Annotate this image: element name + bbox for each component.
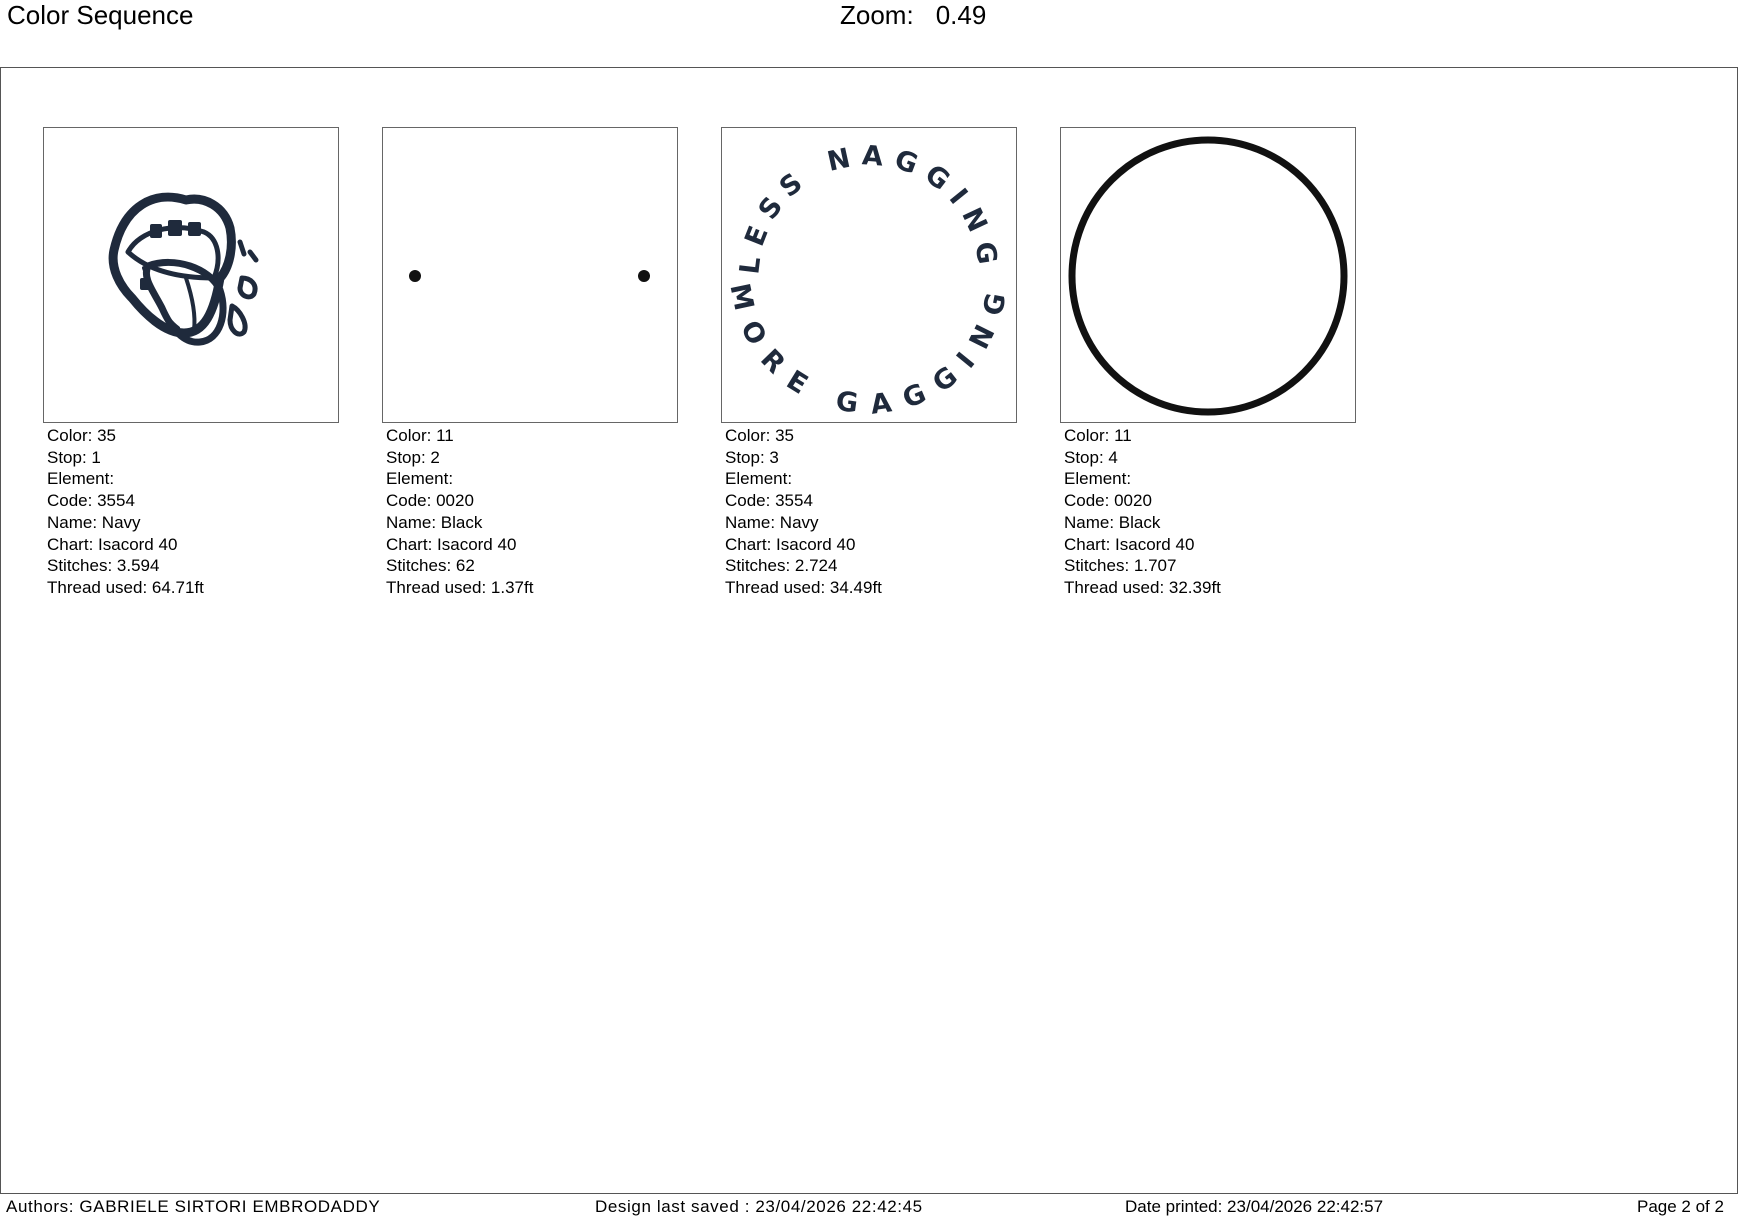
name-line: Name: Navy [47, 512, 141, 532]
circle-ring-icon [1061, 128, 1355, 422]
color-info-3 [721, 425, 1017, 599]
color-card-3 [721, 127, 1017, 599]
footer-page-number: Page 2 of 2 [1637, 1197, 1724, 1216]
footer-date-printed: Date printed: 23/04/2026 22:42:57 [1125, 1197, 1384, 1216]
design-preview-1 [43, 127, 339, 423]
name-line: Name: Black [386, 512, 483, 532]
zoom-value: 0.49 [935, 0, 987, 30]
design-preview-4 [1060, 127, 1356, 423]
stitches-line: Stitches: 2.724 [725, 556, 838, 576]
name-line: Name: Navy [725, 512, 819, 532]
svg-text:MORE GAGGING [723, 281, 1014, 421]
code-line: Code: 0020 [1064, 491, 1152, 511]
color-line: Color: 35 [725, 426, 794, 445]
stop-line: Stop: 2 [386, 447, 440, 467]
thread-used-line: Thread used: 1.37ft [386, 577, 534, 597]
code-line: Code: 0020 [386, 491, 474, 511]
circular-text-design [722, 128, 1016, 422]
element-line: Element: [386, 469, 454, 489]
design-preview-2 [382, 127, 678, 423]
thread-used-line: Thread used: 64.71ft [47, 577, 204, 597]
color-line: Color: 11 [386, 426, 454, 445]
color-card-2 [382, 127, 678, 599]
color-card-1 [43, 127, 339, 599]
code-line: Code: 3554 [47, 491, 135, 511]
stop-line: Stop: 1 [47, 447, 101, 467]
color-info-2 [382, 425, 678, 599]
lips-tongue-icon [44, 128, 338, 422]
chart-line: Chart: Isacord 40 [1064, 534, 1195, 554]
name-line: Name: Black [1064, 512, 1161, 532]
stitches-line: Stitches: 1.707 [1064, 556, 1177, 576]
arc-bottom-text: MORE GAGGING [723, 280, 1015, 422]
color-line: Color: 35 [47, 426, 116, 445]
element-line: Element: [725, 469, 793, 489]
element-line: Element: [47, 469, 115, 489]
page-title: Color Sequence [7, 0, 194, 30]
footer-authors: Authors: GABRIELE SIRTORI EMBRODADDY [6, 1197, 381, 1216]
design-preview-3 [721, 127, 1017, 423]
zoom-indicator [840, 0, 986, 30]
thread-used-line: Thread used: 32.39ft [1064, 577, 1221, 597]
stop-line: Stop: 4 [1064, 447, 1118, 467]
stitches-line: Stitches: 3.594 [47, 556, 160, 576]
code-line: Code: 3554 [725, 491, 813, 511]
footer-last-saved: Design last saved : 23/04/2026 22:42:45 [595, 1197, 923, 1216]
stop-line: Stop: 3 [725, 447, 779, 467]
chart-line: Chart: Isacord 40 [725, 534, 856, 554]
color-info-4 [1060, 425, 1356, 599]
svg-text:LESS NAGGING [734, 140, 1004, 276]
stitches-line: Stitches: 62 [386, 556, 475, 576]
thread-used-line: Thread used: 34.49ft [725, 577, 882, 597]
arc-top-text: LESS NAGGING [734, 140, 1004, 277]
chart-line: Chart: Isacord 40 [386, 534, 517, 554]
element-line: Element: [1064, 469, 1132, 489]
color-line: Color: 11 [1064, 426, 1132, 445]
color-info-1 [43, 425, 339, 599]
zoom-label: Zoom: [840, 0, 914, 30]
color-card-4 [1060, 127, 1356, 599]
two-dots-icon [383, 128, 677, 422]
chart-line: Chart: Isacord 40 [47, 534, 178, 554]
